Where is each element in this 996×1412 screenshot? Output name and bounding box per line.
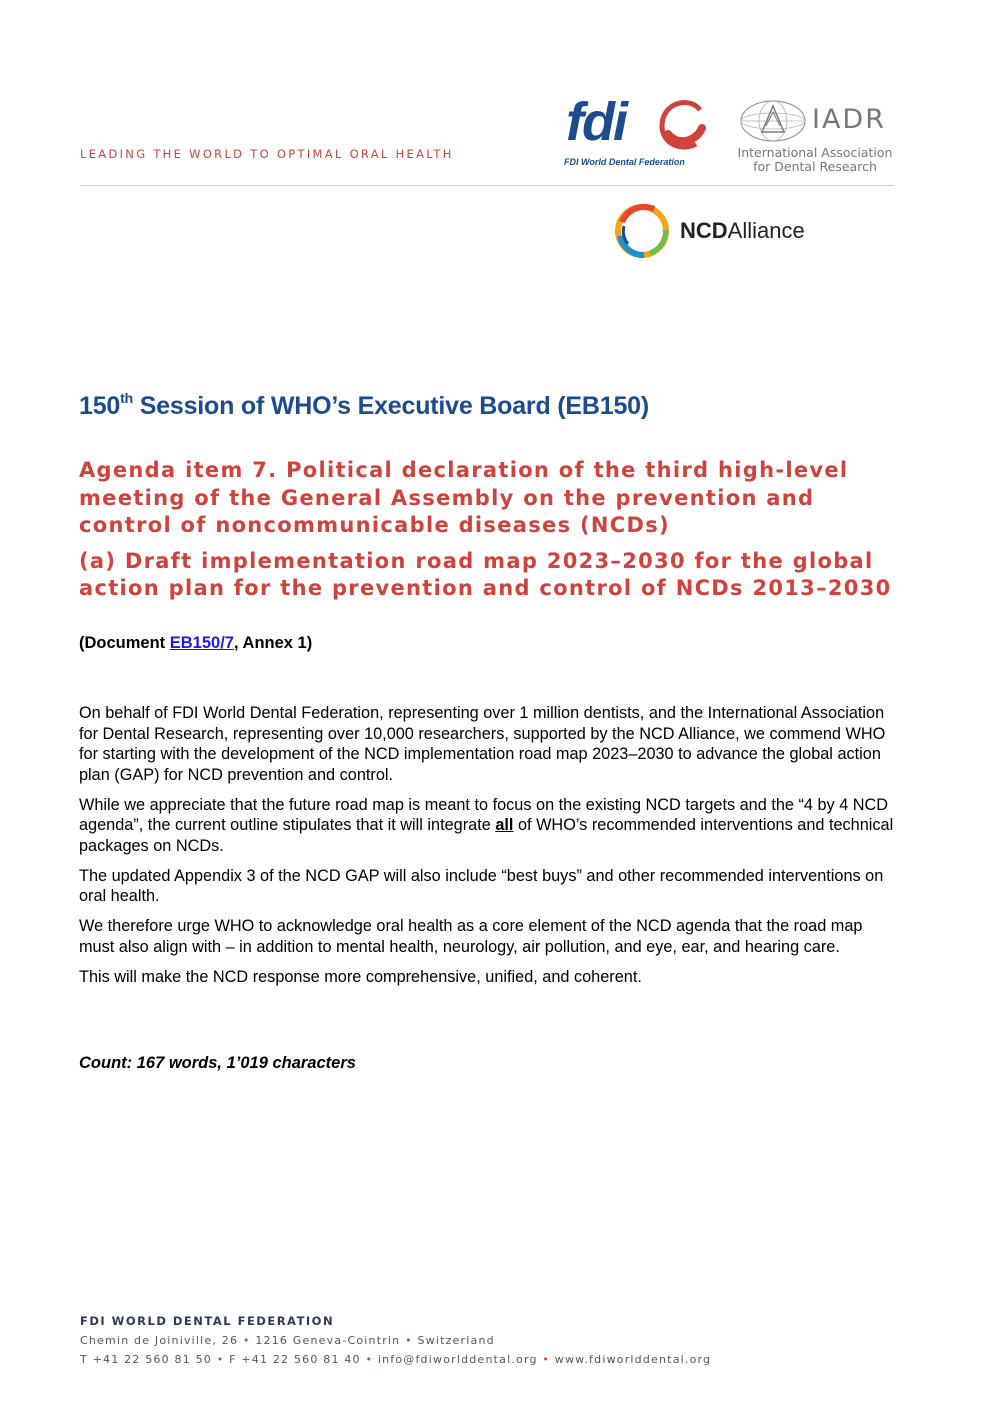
footer-website[interactable]: www.fdiworlddental.org <box>554 1353 712 1366</box>
footer-separator: • <box>405 1334 413 1347</box>
paragraph-1: On behalf of FDI World Dental Federation, representing over 1 million dentists, and the International Association for Dental Research, representing over 10,000 researchers, supported by the NCD Alliance, we commend WHO for starting with the development of the NCD implementation road map 2023–2030 to advance the global action plan (GAP) for NCD prevention and control. <box>79 704 886 784</box>
paragraph-2-before: While we appreciate that the future road map is meant to focus on the existing NCD targets and the “4 by 4 NCD agenda”, the current outline stipulates that it will integrate <box>79 795 889 834</box>
agenda-heading <box>79 457 909 603</box>
footer-separator: • <box>365 1353 374 1366</box>
footer-city: 1216 Geneva-Cointrin <box>255 1334 401 1347</box>
agenda-subitem: (a) Draft implementation road map 2023–2030 for the global action plan for the prevention and control of NCDs 2013–2030 <box>79 548 892 600</box>
word-count: Count: 167 words, 1’019 characters <box>79 1054 356 1072</box>
docref-suffix: , Annex 1) <box>233 634 313 652</box>
ncd-ring-icon <box>610 200 674 262</box>
iadr-wordmark: IADR <box>812 104 886 135</box>
fdi-subtitle: FDI World Dental Federation <box>564 157 685 167</box>
ncd-alliance-logo <box>610 200 840 262</box>
ncd-wordmark-regular: Alliance <box>727 218 805 243</box>
iadr-subtitle-line1: International Association <box>737 145 893 160</box>
footer-phone: T +41 22 560 81 50 <box>80 1353 213 1366</box>
title-prefix: 150 <box>79 392 121 420</box>
iadr-subtitle <box>736 146 894 174</box>
header-divider <box>80 185 894 186</box>
paragraph-4: We therefore urge WHO to acknowledge oral health as a core element of the NCD agenda that the road map must also align with – in addition to mental health, neurology, air pollution, and eye, ear, and hearing care. <box>79 917 863 956</box>
header-tagline: LEADING THE WORLD TO OPTIMAL ORAL HEALTH <box>80 147 454 161</box>
paragraph-5: This will make the NCD response more comprehensive, unified, and coherent. <box>79 967 642 986</box>
footer-separator: • <box>216 1353 225 1366</box>
eb150-7-link[interactable]: EB150/7 <box>169 634 234 652</box>
title-rest: Session of WHO’s Executive Board (EB150) <box>132 392 649 420</box>
footer-street: Chemin de Joiniville, 26 <box>80 1334 239 1347</box>
agenda-item: Agenda item 7. Political declaration of the third high-level meeting of the General Assembly on the prevention and control of noncommunicable diseases (NCDs) <box>79 458 849 537</box>
fdi-logo <box>562 92 710 174</box>
paragraph-2-emphasis: all <box>495 816 514 834</box>
footer-separator: • <box>542 1353 551 1366</box>
footer-org: FDI WORLD DENTAL FEDERATION <box>80 1314 335 1328</box>
title-superscript: th <box>120 389 133 406</box>
footer-email[interactable]: info@fdiworlddental.org <box>377 1353 538 1366</box>
footer-contact <box>80 1353 711 1366</box>
footer-country: Switzerland <box>417 1334 495 1347</box>
iadr-logo <box>736 96 896 176</box>
footer-fax: F +41 22 560 81 40 <box>229 1353 361 1366</box>
document-reference <box>79 634 312 653</box>
docref-prefix: (Document <box>79 634 170 652</box>
footer-address <box>80 1334 711 1347</box>
fdi-wordmark: fdi <box>566 92 626 152</box>
iadr-subtitle-line2: for Dental Research <box>753 159 877 174</box>
paragraph-3: The updated Appendix 3 of the NCD GAP will also include “best buys” and other recommended interventions on oral health. <box>79 866 884 905</box>
page-title <box>79 389 649 421</box>
globe-tooth-icon <box>738 98 808 144</box>
paragraph-2-after: of WHO’s recommended interventions and technical packages on NCDs. <box>79 816 894 855</box>
footer <box>80 1314 711 1366</box>
footer-separator: • <box>242 1334 251 1347</box>
statement-body <box>79 703 899 997</box>
ncd-wordmark-bold: NCD <box>680 218 728 243</box>
fdi-swoosh-icon <box>656 98 706 156</box>
paragraph-2 <box>79 795 899 857</box>
ncd-wordmark <box>680 218 805 244</box>
